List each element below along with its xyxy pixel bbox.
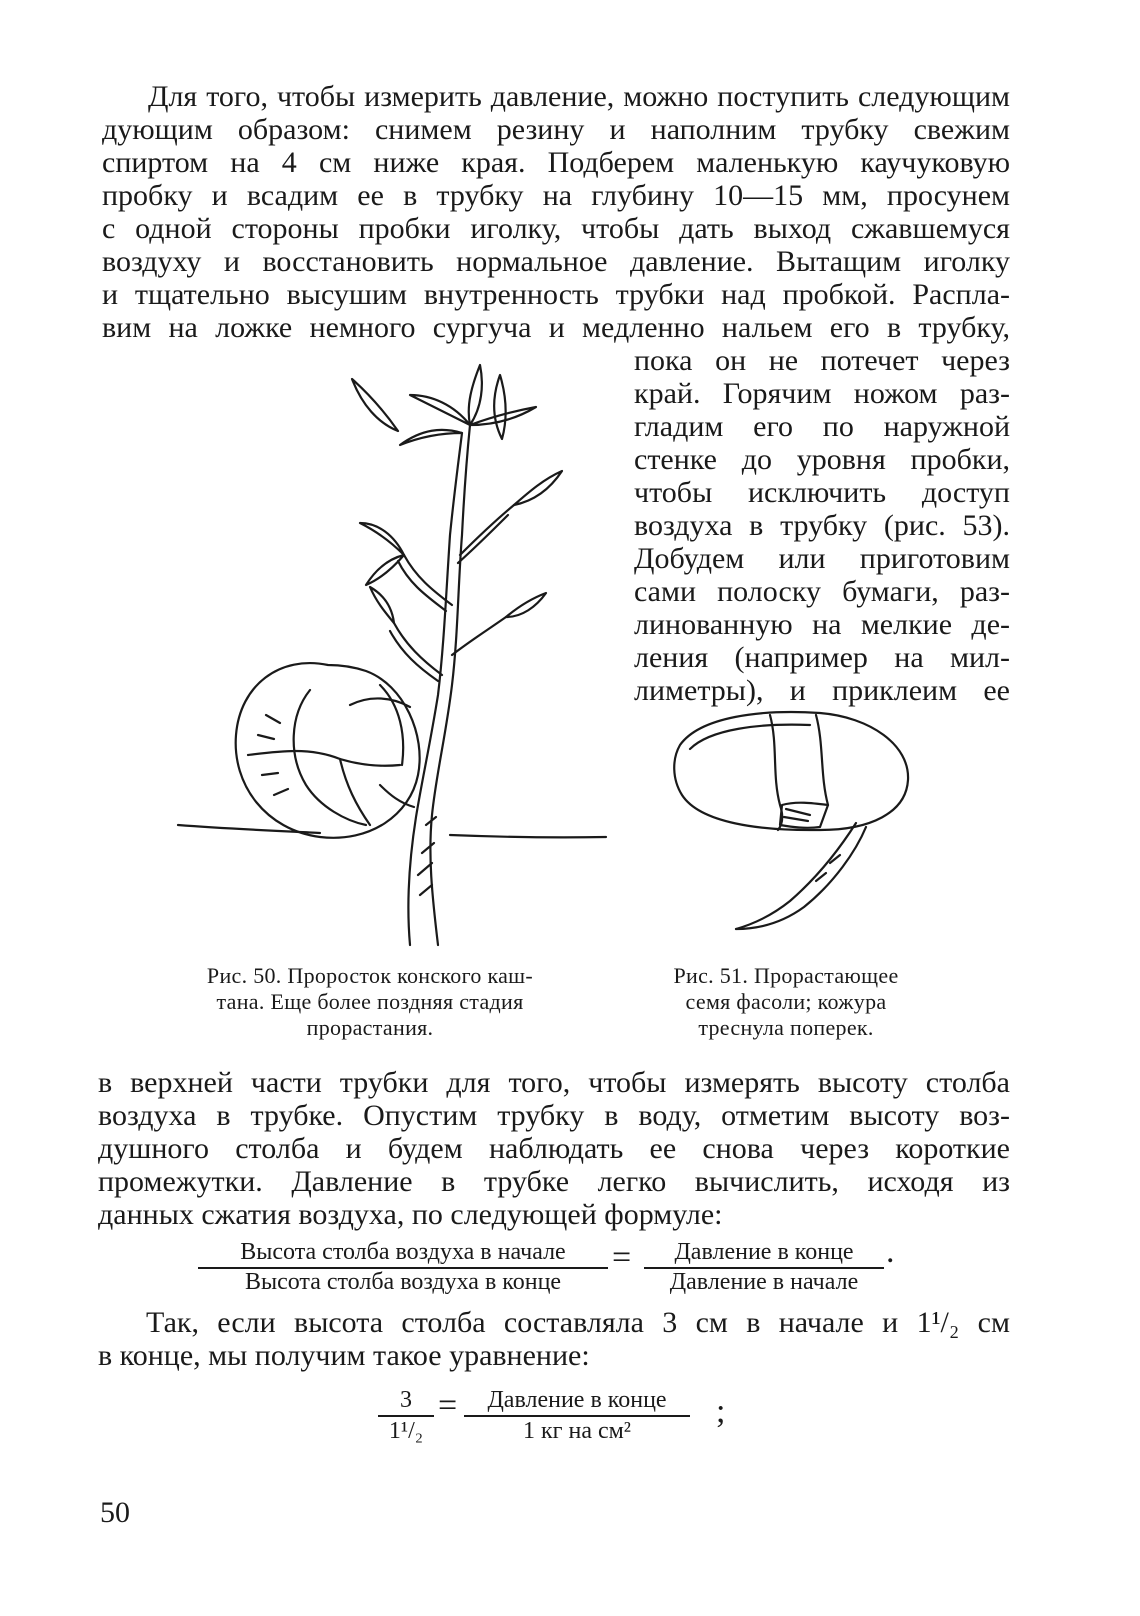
paragraph-3-line: Так, если высота столба составляла 3 см в начале и 1¹/₂ см — [146, 1306, 1010, 1339]
paragraph-2-line: данных сжатия воздуха, по следующей формуле: — [98, 1198, 723, 1231]
caption-line: семя фасоли; кожура — [685, 989, 887, 1014]
paragraph-2-line: воздуха в трубке. Опустим трубку в воду, отметим высоту воз- — [98, 1099, 1010, 1132]
equation-numerator-right: Давление в конце — [487, 1387, 667, 1413]
equation-numerator-left: 3 — [400, 1387, 412, 1413]
chestnut-sprout-drawing — [170, 355, 610, 955]
caption-line: прорастания. — [306, 1015, 434, 1040]
paragraph-1-line: с одной стороны пробки иголку, чтобы дать выход сжавшемуся — [102, 212, 1010, 245]
paragraph-1-line: спиртом на 4 см ниже края. Подберем маленькую каучуковую — [102, 146, 1010, 179]
paragraph-3-line: в конце, мы получим такое уравнение: — [98, 1339, 590, 1372]
caption-line: Рис. 51. Прорастающее — [673, 963, 899, 988]
right-column-line: стенке до уровня пробки, — [634, 443, 1010, 476]
formula-end-mark: . — [886, 1233, 895, 1270]
paragraph-1-line: и тщательно высушим внутренность трубки над пробкой. Распла- — [102, 278, 1010, 311]
right-column-line: линованную на мелкие де- — [634, 608, 1010, 641]
paragraph-2-line: промежутки. Давление в трубке легко вычислить, исходя из — [98, 1165, 1010, 1198]
equation-denominator-right: 1 кг на см² — [522, 1418, 632, 1444]
caption-line: Рис. 50. Проросток конского каш- — [206, 963, 534, 988]
right-column-line: ления (например на мил- — [634, 641, 1010, 674]
paragraph-1-line: пробку и всадим ее в трубку на глубину 10—15 мм, просунем — [102, 179, 1010, 212]
paragraph-1-line: дующим образом: снимем резину и наполним трубку свежим — [102, 113, 1010, 146]
right-column-line: чтобы исключить доступ — [634, 476, 1010, 509]
formula-numerator-right: Давление в конце — [674, 1239, 854, 1265]
page-number: 50 — [100, 1496, 130, 1529]
right-column-line: Добудем или приготовим — [634, 542, 1010, 575]
formula-numerator-left: Высота столба воздуха в начале — [240, 1239, 566, 1265]
bean-seed-drawing — [660, 705, 920, 935]
paragraph-2-line: душного столба и будем наблюдать ее снова через короткие — [98, 1132, 1010, 1165]
caption-line: треснула поперек. — [698, 1015, 874, 1040]
figure-51-caption — [636, 963, 936, 1041]
paragraph-1-line: вим на ложке немного сургуча и медленно нальем его в трубку, — [102, 311, 1010, 344]
right-column-line: лиметры), и приклеим ее — [634, 674, 1010, 707]
figure-50-caption — [150, 963, 590, 1041]
right-column-line: пока он не потечет через — [634, 344, 1010, 377]
formula-denominator-left: Высота столба воздуха в конце — [244, 1269, 562, 1295]
formula-end-mark: ; — [716, 1393, 726, 1430]
right-column-line: сами полоску бумаги, раз- — [634, 575, 1010, 608]
equation-denominator-left: 1¹/₂ — [388, 1418, 424, 1444]
caption-line: тана. Еще более поздняя стадия — [216, 989, 524, 1014]
equals-sign: = — [438, 1387, 458, 1424]
right-column-line: гладим его по наружной — [634, 410, 1010, 443]
right-column-line: воздуха в трубку (рис. 53). — [634, 509, 1010, 542]
paragraph-1-line: воздуху и восстановить нормальное давление. Вытащим иголку — [102, 245, 1010, 278]
formula-denominator-right: Давление в начале — [669, 1269, 859, 1295]
paragraph-2-line: в верхней части трубки для того, чтобы измерять высоту столба — [98, 1066, 1010, 1099]
paragraph-1-line: Для того, чтобы измерить давление, можно поступить следующим — [148, 80, 1010, 113]
equals-sign: = — [612, 1239, 632, 1276]
right-column-line: край. Горячим ножом раз- — [634, 377, 1010, 410]
